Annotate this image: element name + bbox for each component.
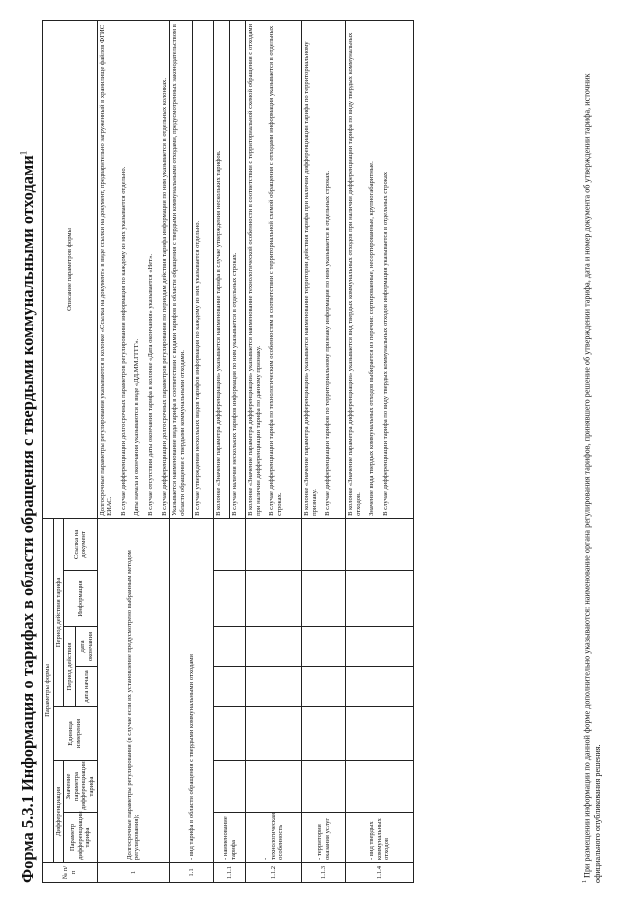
- header-params: Параметры формы: [43, 518, 54, 862]
- table-row: [346, 20, 414, 882]
- row-param: - вид тарифа в области обращения с твердыми коммунальными отходами: [170, 518, 214, 862]
- table-row: [302, 20, 346, 882]
- header-end: дата окончания: [76, 627, 97, 667]
- footnote-text: При размещении информации по данной форме дополнительно указываются: наименование органа регулирования тарифов, принявшего решение об утверждении тарифа, дата и номер документа об утверждении тарифа, источник официального опубликования решения.: [582, 73, 602, 883]
- table-row: [246, 20, 302, 882]
- cell-empty: [214, 627, 246, 667]
- row-number: 1.1.1: [214, 863, 246, 883]
- cell-empty: [346, 761, 414, 813]
- row-number: 1.1.2: [246, 863, 302, 883]
- cell-empty: [346, 707, 414, 761]
- row-diff-param: - наименование тарифа: [214, 813, 246, 863]
- form-table: [42, 20, 414, 883]
- page-title: [18, 23, 38, 883]
- footnote-mark: 1: [582, 880, 588, 883]
- row-number: 1.1: [170, 863, 214, 883]
- cell-empty: [346, 667, 414, 707]
- desc-line: В колонке «Значение параметра дифференциации» указывается наименование тарифа в случае утверждения нескольких тарифов.: [215, 150, 223, 516]
- row-param: Долгосрочные параметры регулирования (в случае если их установление предусмотрено выбранным методом регулирования);: [97, 518, 170, 862]
- header-info: Информация: [64, 571, 97, 627]
- cell-empty: [246, 518, 302, 570]
- table-row: [97, 20, 170, 882]
- header-period: Период действия тарифа: [53, 518, 64, 706]
- cell-empty: [346, 571, 414, 627]
- header-validity: Период действия: [64, 627, 76, 707]
- desc-line: Даты начала и окончания указываются в виде «ДД.ММ.ГГГГ».: [133, 338, 141, 516]
- row-number: 1: [97, 863, 170, 883]
- cell-empty: [214, 518, 246, 570]
- desc-line: В случае дифференциации тарифа по виду твердых коммунальных отходов информация указывается в отдельных строках: [381, 171, 389, 516]
- cell-empty: [246, 707, 302, 761]
- desc-line: Значение вида твердых коммунальных отходов выбирается из перечня: сортированные, несортированные, крупногабаритные.: [368, 161, 376, 516]
- header-start: дата начала: [76, 667, 97, 707]
- header-diff-param: Параметр дифференциации тарифа: [64, 813, 97, 863]
- desc-line: В колонке «Значение параметра дифференциации» указывается наименование технологической особенности в соответствии с территориальной схемой обращения с отходами при наличии дифференциации тарифа по данному признаку.: [247, 23, 262, 516]
- row-description: [214, 20, 246, 518]
- desc-line: В колонке «Значение параметра дифференциации» указывается наименование территории действия тарифа при наличии дифференциации тарифа по территориальному признаку.: [303, 41, 318, 516]
- header-doc-link: Ссылка на документ: [64, 518, 97, 570]
- cell-empty: [302, 707, 346, 761]
- cell-empty: [246, 627, 302, 667]
- cell-empty: [302, 571, 346, 627]
- table-row: [170, 20, 214, 882]
- row-diff-param: - территория оказания услуг: [302, 813, 346, 863]
- cell-empty: [214, 707, 246, 761]
- cell-empty: [214, 667, 246, 707]
- cell-empty: [302, 667, 346, 707]
- cell-empty: [246, 571, 302, 627]
- row-description: [302, 20, 346, 518]
- row-number: 1.1.4: [346, 863, 414, 883]
- row-description: [246, 20, 302, 518]
- footnote: [580, 23, 603, 883]
- desc-line: В случае дифференциации тарифов по территориальному признаку информация по ним указывается в отдельных строках.: [324, 170, 332, 516]
- title-footnote-mark: 1: [18, 150, 29, 156]
- header-description: Описание параметров формы: [43, 20, 98, 518]
- row-description: [97, 20, 170, 518]
- row-description: [346, 20, 414, 518]
- header-row-1: [43, 20, 54, 882]
- desc-line: В случае утверждения нескольких видов тарифов информация по каждому из них указывается отдельно.: [192, 21, 203, 518]
- row-description: [170, 20, 214, 518]
- cell-empty: [214, 571, 246, 627]
- cell-empty: [346, 627, 414, 667]
- header-diff-value: Значение параметра дифференциации тарифа: [64, 761, 97, 813]
- cell-empty: [346, 518, 414, 570]
- table-row: [214, 20, 246, 882]
- cell-empty: [302, 518, 346, 570]
- cell-empty: [302, 627, 346, 667]
- cell-empty: [246, 761, 302, 813]
- desc-line: Указывается наименование вида тарифа в соответствии с видами тарифов в области обращения с твердыми коммунальными отходами, предусмотренных законодательством в области обращения с твердыми коммунальными отходами.: [171, 24, 186, 516]
- cell-empty: [246, 667, 302, 707]
- header-num: № п/п: [43, 863, 98, 883]
- row-diff-param: - технологическая особенность: [246, 813, 302, 863]
- cell-empty: [214, 761, 246, 813]
- title-text: Форма 5.3.1 Информация о тарифах в области обращения с твердыми коммунальными отходами: [18, 155, 37, 883]
- desc-line: В случае дифференциации долгосрочных параметров регулирования информация по каждому из них указывается отдельно.: [119, 166, 127, 516]
- row-number: 1.1.3: [302, 863, 346, 883]
- cell-empty: [302, 761, 346, 813]
- header-differentiation: Дифференциация: [53, 761, 64, 863]
- desc-line: В случае отсутствия даты окончания тарифа в колонке «Дата окончания» указывается «Нет».: [146, 253, 154, 516]
- row-diff-param: - вид твердых коммунальных отходов: [346, 813, 414, 863]
- header-unit: Единица измерения: [53, 707, 97, 761]
- desc-line: В случае дифференциации долгосрочных параметров регулирования по периодам действия тарифа информация по ним указывается в отдельных колонках.: [160, 78, 168, 516]
- desc-line: Долгосрочные параметры регулирования указываются в колонке «Ссылка на документ» в виде ссылки на документ, предварительно загруженный в хранилище файлов ФГИС ЕИАС.: [98, 24, 114, 516]
- desc-line: В колонке «Значение параметра дифференциации» указывается вид твердых коммунальных отходов при наличии дифференциации тарифа по виду твердых коммунальных отходов.: [347, 32, 362, 516]
- desc-line: В случае наличия нескольких тарифов информация по ним указывается в отдельных строках.: [229, 21, 240, 518]
- desc-line: В случае дифференциации тарифа по технологическим особенностям в соответствии с территориальной схемой обращения с отходами информация указывается в отдельных строках.: [268, 25, 283, 516]
